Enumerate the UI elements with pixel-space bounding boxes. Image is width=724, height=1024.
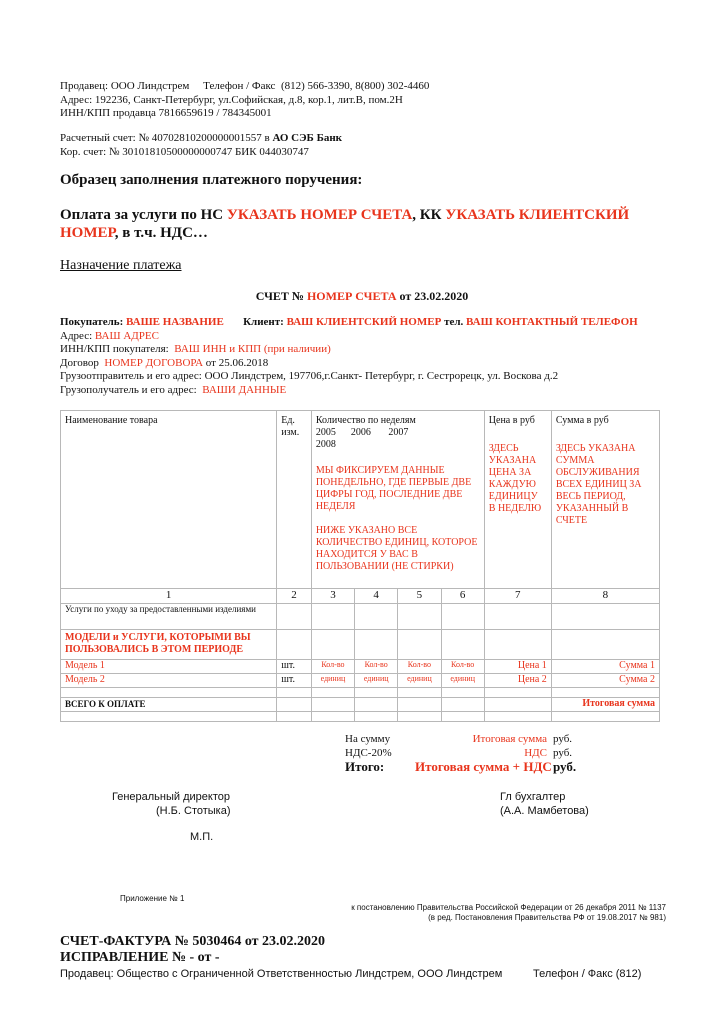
- services-row: [61, 604, 660, 630]
- seller-phone: (812) 566-3390, 8(800) 302-4460: [280, 80, 430, 92]
- year-1: 2005: [315, 427, 336, 438]
- goods-table: [60, 410, 660, 722]
- col-number: 5: [398, 589, 441, 604]
- sum-value: Итоговая сумма: [472, 733, 547, 745]
- seller-address: Адрес: 192236, Санкт-Петербург, ул.Софийская, д.8, кор.1, лит.В, пом.2Н: [60, 93, 403, 106]
- payment-purpose: Назначение платежа: [60, 258, 182, 273]
- payment-heading-5: , в т.ч. НДС…: [114, 225, 208, 241]
- col-number: 8: [551, 589, 659, 604]
- grand-unit: руб.: [553, 759, 577, 774]
- row-name: Модель 2: [61, 674, 277, 688]
- row-unit: шт.: [277, 660, 312, 674]
- total-label: ВСЕГО К ОПЛАТЕ: [61, 698, 277, 712]
- buyer-address-label: Адрес:: [60, 329, 93, 342]
- header-years: [316, 427, 480, 439]
- row-qty: единиц: [441, 674, 484, 688]
- header-quantity-label: Количество по неделям: [315, 415, 416, 426]
- col-number: 1: [61, 589, 277, 604]
- contract-number: НОМЕР ДОГОВОРА: [104, 356, 204, 369]
- header-sum: [551, 411, 659, 589]
- payment-heading-1: Оплата за услуги по НС: [60, 207, 227, 223]
- client-number: ВАШ КЛИЕНТСКИЙ НОМЕР: [286, 316, 442, 328]
- consignee-line: [60, 384, 638, 398]
- sf-phone: Телефон / Факс (812): [533, 968, 642, 980]
- buyer-inn-label: ИНН/КПП покупателя:: [60, 343, 169, 356]
- total-value: Итоговая сумма: [551, 698, 659, 712]
- totals-grand-row: [345, 760, 605, 776]
- accountant-name: (А.А. Мамбетова): [500, 805, 589, 817]
- invoice-number: НОМЕР СЧЕТА: [306, 289, 397, 303]
- invoice-title: [0, 289, 724, 304]
- sum-label: На сумму: [345, 733, 391, 745]
- buyer-name: ВАШЕ НАЗВАНИЕ: [125, 316, 224, 328]
- col-number: 2: [277, 589, 312, 604]
- row-name: Модель 1: [61, 660, 277, 674]
- seller-name: ООО Линдстрем: [110, 80, 190, 92]
- payment-heading-client: УКАЗАТЬ КЛИЕНТСКИЙ НОМЕР: [60, 207, 630, 241]
- row-qty: Кол-во: [355, 660, 398, 674]
- payment-heading-account: УКАЗАТЬ НОМЕР СЧЕТА: [226, 207, 413, 223]
- col-number: 4: [355, 589, 398, 604]
- spacer-row: [61, 712, 660, 722]
- models-note: МОДЕЛИ и УСЛУГИ, КОТОРЫМИ ВЫ ПОЛЬЗОВАЛИСЬ В ЭТОМ ПЕРИОДЕ: [61, 630, 277, 660]
- buyer-address: ВАШ АДРЕС: [94, 329, 159, 342]
- table-row: [61, 660, 660, 674]
- client-label: Клиент:: [243, 316, 284, 328]
- payment-heading-3: , КК: [412, 207, 446, 223]
- buyer-line: [60, 316, 638, 330]
- stamp-label: М.П.: [190, 831, 214, 843]
- tel-label: тел.: [444, 316, 464, 328]
- col-number: 7: [484, 589, 551, 604]
- buyer-address-line: [60, 330, 638, 344]
- decree-line-1: к постановлению Правительства Российской Федерации от 26 декабря 2011 № 1137: [351, 903, 666, 912]
- header-quantity: [311, 411, 484, 589]
- contract-date: от 25.06.2018: [205, 356, 269, 369]
- consignee-label: Грузополучатель и его адрес:: [60, 383, 197, 396]
- row-qty: единиц: [355, 674, 398, 688]
- price-note: ЗДЕСЬ УКАЗАНА ЦЕНА ЗА КАЖДУЮ ЕДИНИЦУ В НЕДЕЛЮ: [488, 443, 542, 514]
- row-sum: Сумма 2: [551, 674, 659, 688]
- contract-line: [60, 357, 638, 371]
- total-row: [61, 698, 660, 712]
- sum-note: ЗДЕСЬ УКАЗАНА СУММА ОБСЛУЖИВАНИЯ ВСЕХ ЕДИНИЦ ЗА ВЕСЬ ПЕРИОД, УКАЗАННЫЙ В СЧЕТЕ: [555, 443, 642, 526]
- sf-correction: ИСПРАВЛЕНИЕ № - от -: [60, 950, 220, 965]
- director-name: (Н.Б. Стотыка): [156, 805, 231, 817]
- row-qty: единиц: [398, 674, 441, 688]
- payment-heading: [60, 206, 680, 242]
- accountant-title: Гл бухгалтер: [500, 791, 566, 803]
- grand-label: Итого:: [345, 759, 385, 774]
- weeks-note: МЫ ФИКСИРУЕМ ДАННЫЕ ПОНЕДЕЛЬНО, ГДЕ ПЕРВЫЕ ДВЕ ЦИФРЫ ГОД, ПОСЛЕДНИЕ ДВЕ НЕДЕЛЯ: [315, 465, 472, 512]
- seller-inn: ИНН/КПП продавца 7816659619 / 784345001: [60, 107, 272, 120]
- year-2: 2006: [350, 427, 371, 438]
- sf-title: СЧЕТ-ФАКТУРА № 5030464 от 23.02.2020: [60, 934, 326, 949]
- seller-block: [60, 80, 429, 121]
- table-row: [61, 674, 660, 688]
- client-phone: ВАШ КОНТАКТНЫЙ ТЕЛЕФОН: [466, 316, 638, 328]
- bank-name: АО СЭБ Банк: [272, 132, 343, 144]
- settlement-text: Расчетный счет: № 40702810200000001557 в: [60, 132, 270, 144]
- director-title: Генеральный директор: [112, 791, 230, 803]
- sf-seller: Продавец: Общество с Ограниченной Ответственностью Линдстрем, ООО Линдстрем: [60, 968, 503, 980]
- col-number: 3: [311, 589, 354, 604]
- row-qty: Кол-во: [441, 660, 484, 674]
- invoice-prefix: СЧЕТ №: [255, 289, 307, 303]
- header-name: Наименование товара: [61, 411, 277, 589]
- totals-sum-row: [345, 732, 605, 746]
- sum-unit: руб.: [553, 733, 573, 745]
- spacer-row: [61, 688, 660, 698]
- settlement-account: [60, 132, 342, 146]
- corr-account: Кор. счет: № 30101810500000000747 БИК 044030747: [60, 145, 309, 158]
- services-label: Услуги по уходу за предоставленными изделиями: [61, 604, 277, 630]
- account-block: [60, 132, 342, 159]
- row-qty: Кол-во: [398, 660, 441, 674]
- row-qty: единиц: [311, 674, 354, 688]
- header-unit: Ед. изм.: [277, 411, 312, 589]
- contract-label: Договор: [60, 356, 99, 369]
- table-header-row: [61, 411, 660, 589]
- totals-vat-row: [345, 746, 605, 760]
- count-note: НИЖЕ УКАЗАНО ВСЕ КОЛИЧЕСТВО ЕДИНИЦ, КОТОРОЕ НАХОДИТСЯ У ВАС В ПОЛЬЗОВАНИИ (НЕ СТИРКИ): [315, 525, 478, 572]
- vat-value: НДС: [524, 747, 547, 759]
- row-unit: шт.: [277, 674, 312, 688]
- vat-unit: руб.: [553, 747, 573, 759]
- row-price: Цена 1: [484, 660, 551, 674]
- seller-line: [60, 80, 429, 94]
- row-qty: Кол-во: [311, 660, 354, 674]
- decree-line-2: (в ред. Постановления Правительства РФ от 19.08.2017 № 981): [428, 913, 666, 922]
- appendix-label: Приложение № 1: [120, 894, 185, 903]
- header-price-label: Цена в руб: [488, 415, 535, 426]
- invoice-date: от 23.02.2020: [396, 289, 469, 303]
- buyer-inn: ВАШ ИНН и КПП (при наличии): [174, 343, 331, 356]
- seller-phone-label: Телефон / Факс: [203, 80, 276, 92]
- shipper-line: Грузоотправитель и его адрес: ООО Линдстрем, 197706,г.Санкт- Петербург, г. Сестрорецк, ул. Воскова д.2: [60, 370, 559, 383]
- seller-label: Продавец:: [60, 80, 109, 92]
- buyer-label: Покупатель:: [60, 316, 124, 328]
- row-price: Цена 2: [484, 674, 551, 688]
- header-sum-label: Сумма в руб: [555, 415, 609, 426]
- buyer-block: [60, 316, 638, 398]
- buyer-inn-line: [60, 343, 638, 357]
- vat-label: НДС-20%: [345, 747, 392, 759]
- sf-title-block: [60, 934, 325, 966]
- grand-value: Итоговая сумма + НДС: [415, 759, 552, 774]
- totals-block: [345, 732, 605, 776]
- year-4: 2008: [315, 439, 336, 450]
- consignee-value: ВАШИ ДАННЫЕ: [202, 383, 287, 396]
- column-numbers-row: [61, 589, 660, 604]
- col-number: 6: [441, 589, 484, 604]
- year-3: 2007: [388, 427, 409, 438]
- row-sum: Сумма 1: [551, 660, 659, 674]
- sample-heading: Образец заполнения платежного поручения:: [60, 172, 363, 188]
- models-note-row: [61, 630, 660, 660]
- header-price: [484, 411, 551, 589]
